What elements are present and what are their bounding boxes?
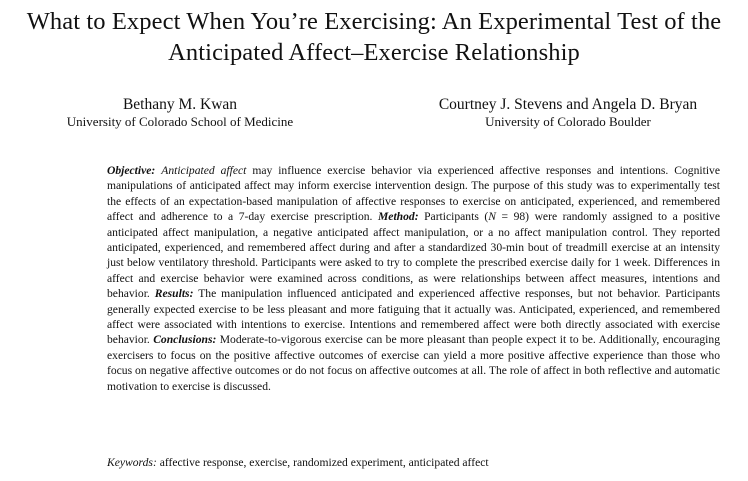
conclusions-label: Conclusions: [153, 333, 217, 347]
author-block-2 [405, 96, 731, 130]
method-text-b: = 98) were randomly assigned to a positive anticipated affect manipulation, a negative anticipated affect manipulation, or a no affect manipulation control. They reported anticipated, experienced, and remembered affect during and after a standardized 30-min bout of treadmill exercise at an intensity just below ventilatory threshold. Participants were asked to try to complete the prescribed exercise daily for 1 week. Differences in affect and exercise behavior were examined across conditions, as were relationships between affect measures, intentions and behavior. [107, 210, 720, 301]
author-name: Courtney J. Stevens and Angela D. Bryan [438, 96, 698, 113]
abstract-paragraph [107, 163, 720, 394]
keywords [107, 455, 720, 470]
method-text-a: Participants ( [418, 210, 489, 224]
results-text: The manipulation influenced anticipated and experienced affective responses, but not behavior. Participants generally expected exercise to be less pleasant and more fatiguing that it actually was. Anticipated, experienced, and remembered affect were associated with intentions to exercise. Intentions and remembered affect were both directly associated with exercise behavior. [107, 287, 720, 347]
author-name: Bethany M. Kwan [122, 96, 238, 113]
method-n-symbol: N [488, 210, 496, 224]
results-label: Results: [154, 287, 194, 301]
author-affiliation: University of Colorado Boulder [485, 114, 651, 129]
keywords-text: affective response, exercise, randomized experiment, anticipated affect [156, 456, 489, 469]
objective-text: may influence exercise behavior via experienced affective responses and intentions. Cognitive manipulations of anticipated affect may inform exercise intervention design. The purpose of this study was to experimentally test the effects of an expectation-based manipulation of affective responses to exercise on anticipated, experienced, and remembered affect and adherence to a 7-day exercise prescription. [107, 164, 720, 224]
method-label: Method: [377, 210, 419, 224]
objective-label: Objective: [107, 164, 156, 177]
author-affiliation: University of Colorado School of Medicine [66, 114, 294, 129]
abstract [107, 163, 720, 394]
paper-title-line-2: Anticipated Affect–Exercise Relationship [168, 39, 580, 66]
conclusions-text: Moderate-to-vigorous exercise can be more pleasant than people expect it to be. Additionally, encouraging exercisers to focus on the positive affective outcomes of exercise can yield a more positive affective experience than those who focus on negative affective outcomes or do not focus on affective outcomes at all. The role of affect in both reflective and automatic motivation to exercise is discussed. [107, 333, 721, 393]
author-block-1 [30, 96, 330, 130]
paper-title [0, 6, 748, 68]
keywords-label: Keywords: [107, 456, 157, 469]
paper-title-line-1: What to Expect When You’re Exercising: An Experimental Test of the [26, 8, 722, 35]
objective-term: Anticipated affect [161, 164, 247, 177]
